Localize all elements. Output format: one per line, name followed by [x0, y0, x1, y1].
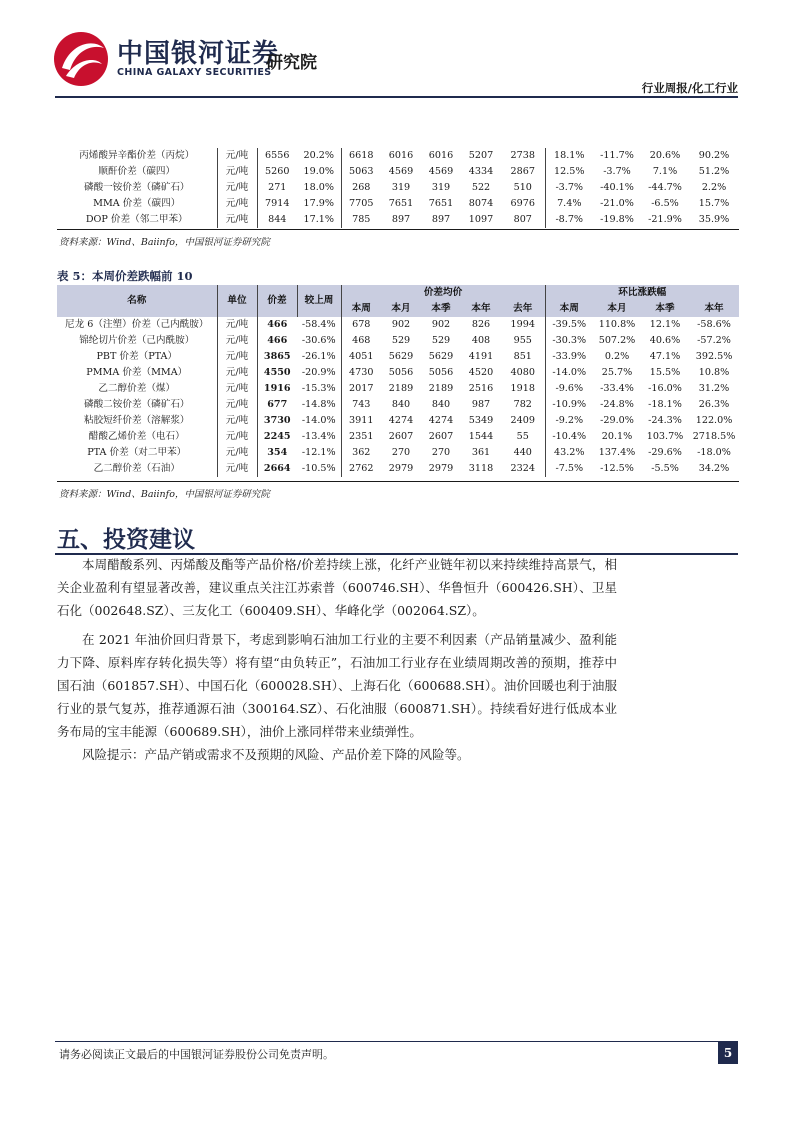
table-cell: 270	[391, 447, 411, 458]
table-row	[57, 429, 739, 445]
table-cell: 7705	[341, 196, 381, 212]
col-subheader: 本季	[641, 301, 689, 317]
table-cell: 19.0%	[303, 166, 334, 177]
table-cell: 5063	[341, 164, 381, 180]
table-cell: -24.8%	[600, 399, 634, 410]
col-subheader: 去年	[501, 301, 545, 317]
table-cell: -10.5%	[301, 463, 336, 474]
table-cell: 840	[431, 399, 451, 410]
table-cell: -6.5%	[651, 198, 679, 209]
table-cell: 7914	[257, 196, 297, 212]
table-cell: 2409	[510, 415, 535, 426]
table-cell: 2664	[257, 461, 297, 477]
table-cell: 18.0%	[303, 182, 334, 193]
table-row	[57, 180, 739, 196]
table-cell: -18.1%	[648, 399, 682, 410]
table-cell: 6016	[388, 150, 414, 161]
table-cell: -24.3%	[648, 415, 682, 426]
brand-name-cn: 中国银河证券	[117, 39, 280, 69]
table-cell: 20.1%	[601, 431, 633, 442]
table-cell: -20.9%	[301, 367, 336, 378]
table-cell: 4191	[468, 351, 494, 362]
table-cell: 678	[341, 317, 381, 333]
table-cell: 2979	[428, 463, 454, 474]
table-cell: 2017	[341, 381, 381, 397]
table-cell: 4730	[341, 365, 381, 381]
table-cell: 5207	[468, 150, 494, 161]
table-row	[57, 349, 739, 365]
table-cell: -3.7%	[603, 166, 631, 177]
table-cell: 10.8%	[698, 367, 730, 378]
col-subheader: 本年	[689, 301, 739, 317]
row-name-cell: 磷酸二铵价差（磷矿石）	[83, 399, 190, 410]
table-cell: 468	[341, 333, 381, 349]
table-cell: 15.5%	[649, 367, 681, 378]
table-cell: -30.3%	[545, 333, 593, 349]
table-cell: 677	[257, 397, 297, 413]
table-cell: -21.0%	[600, 198, 634, 209]
table-cell: -7.5%	[545, 461, 593, 477]
table-cell: 6618	[341, 148, 381, 164]
spread-rise-table-continued	[57, 148, 740, 228]
row-name-cell: PMMA 价差（MMA）	[86, 367, 188, 378]
table-cell: 4274	[388, 415, 414, 426]
table-cell: -14.0%	[545, 365, 593, 381]
table-cell: -12.5%	[600, 463, 634, 474]
table-cell: 826	[471, 319, 491, 330]
table-cell: 466	[257, 317, 297, 333]
table-cell: 8074	[468, 198, 494, 209]
table-cell: 26.3%	[698, 399, 730, 410]
table-cell: 元/吨	[217, 381, 257, 397]
table-cell: 5260	[257, 164, 297, 180]
col-subheader: 本周	[341, 301, 381, 317]
paragraph-risk: 风险提示：产品产销或需求不及预期的风险、产品价差下降的风险等。	[82, 747, 470, 762]
table-cell: 902	[391, 319, 411, 330]
table-cell: 34.2%	[698, 463, 730, 474]
table-cell: -9.2%	[545, 413, 593, 429]
row-name-cell: 尼龙 6（注塑）价差（己内酰胺）	[65, 319, 209, 330]
table-cell: 7.4%	[545, 196, 593, 212]
table-bottom-rule	[57, 229, 739, 230]
table-cell: 268	[341, 180, 381, 196]
row-name-cell: 磷酸一铵价差（磷矿石）	[83, 182, 190, 193]
table-cell: 362	[341, 445, 381, 461]
table-cell: -10.9%	[545, 397, 593, 413]
table-cell: 55	[516, 431, 529, 442]
table-cell: 840	[391, 399, 411, 410]
table-cell: 902	[431, 319, 451, 330]
table-cell: 529	[391, 335, 411, 346]
table-cell: -33.4%	[600, 383, 634, 394]
table-cell: 7651	[388, 198, 414, 209]
table-cell: 522	[471, 182, 491, 193]
table-cell: 43.2%	[545, 445, 593, 461]
table-cell: 137.4%	[598, 447, 636, 458]
table-row	[57, 317, 739, 333]
row-name-cell: 丙烯酸异辛酯价差（丙烷）	[79, 150, 195, 161]
row-name-cell: 乙二醇价差（石油）	[93, 463, 180, 474]
table-cell: 4569	[428, 166, 454, 177]
table-cell: -11.7%	[600, 150, 634, 161]
table-cell: 35.9%	[698, 214, 730, 225]
table-cell: 17.1%	[303, 214, 334, 225]
table-cell: 844	[257, 212, 297, 228]
table-cell: 6976	[510, 198, 535, 209]
table-cell: 319	[431, 182, 451, 193]
table-cell: -40.1%	[600, 182, 634, 193]
table-cell: 4550	[257, 365, 297, 381]
table-cell: -13.4%	[301, 431, 336, 442]
table-cell: -57.2%	[697, 335, 731, 346]
table-cell: -16.0%	[648, 383, 682, 394]
table-cell: 3911	[341, 413, 381, 429]
table-cell: 510	[513, 182, 532, 193]
table-cell: 3865	[257, 349, 297, 365]
table-cell: 2607	[388, 431, 414, 442]
table-cell: 440	[513, 447, 532, 458]
table-cell: 5349	[468, 415, 494, 426]
table-cell: 5056	[428, 367, 454, 378]
table-cell: 4334	[468, 166, 494, 177]
col-header-unit: 单位	[217, 285, 257, 317]
table-cell: 6556	[257, 148, 297, 164]
table-cell: -58.6%	[697, 319, 731, 330]
col-header-spread: 价差	[257, 285, 297, 317]
table-cell: -58.4%	[301, 319, 336, 330]
table-cell: -10.4%	[545, 429, 593, 445]
table-row	[57, 413, 739, 429]
table-cell: 2738	[510, 150, 535, 161]
table5-title: 表 5：本周价差跌幅前 10	[57, 269, 193, 283]
col-header-wow: 较上周	[297, 285, 341, 317]
table-row	[57, 148, 739, 164]
table-row	[57, 212, 739, 228]
table-cell: 6016	[428, 150, 454, 161]
table-cell: 5629	[388, 351, 414, 362]
table-cell: 270	[431, 447, 451, 458]
table-row	[57, 164, 739, 180]
table-cell: 408	[471, 335, 491, 346]
table-cell: 3730	[257, 413, 297, 429]
page-number: 5	[718, 1042, 738, 1064]
table-cell: 4569	[388, 166, 414, 177]
table-cell: 1994	[510, 319, 535, 330]
table-cell: 元/吨	[217, 429, 257, 445]
table-cell: 110.8%	[598, 319, 636, 330]
col-group-avg: 价差均价	[341, 285, 545, 301]
footer-disclaimer: 请务必阅读正文最后的中国银河证券股份公司免责声明。	[59, 1048, 334, 1061]
table-cell: 2867	[510, 166, 535, 177]
table-cell: 12.1%	[649, 319, 681, 330]
table-cell: 元/吨	[217, 148, 257, 164]
col-subheader: 本月	[593, 301, 641, 317]
table-cell: 47.1%	[649, 351, 681, 362]
table-cell: 7651	[428, 198, 454, 209]
table-cell: 271	[257, 180, 297, 196]
brand-name-en: CHINA GALAXY SECURITIES	[117, 67, 272, 78]
table-cell: 元/吨	[217, 180, 257, 196]
col-group-change: 环比涨跌幅	[545, 285, 739, 301]
table-cell: -29.0%	[600, 415, 634, 426]
header-divider	[55, 96, 738, 98]
table-cell: 17.9%	[303, 198, 334, 209]
table-cell: 4274	[428, 415, 454, 426]
table-cell: 319	[391, 182, 411, 193]
table-cell: -3.7%	[545, 180, 593, 196]
col-subheader: 本季	[421, 301, 461, 317]
row-name-cell: MMA 价差（碳四）	[93, 198, 181, 209]
row-name-cell: 乙二醇价差（煤）	[98, 383, 176, 394]
report-type: 行业周报/化工行业	[641, 81, 738, 95]
table-cell: 31.2%	[698, 383, 730, 394]
table-cell: 2607	[428, 431, 454, 442]
row-name-cell: 粘胶短纤价差（溶解浆）	[83, 415, 190, 426]
table5-source-note: 资料来源：Wind、Baiinfo，中国银河证券研究院	[59, 489, 270, 500]
col-subheader: 本月	[381, 301, 421, 317]
table-cell: -12.1%	[301, 447, 336, 458]
table-cell: -18.0%	[697, 447, 731, 458]
table-cell: 392.5%	[695, 351, 733, 362]
table-cell: 103.7%	[646, 431, 684, 442]
table-cell: 元/吨	[217, 365, 257, 381]
table-row	[57, 196, 739, 212]
table-cell: -44.7%	[648, 182, 682, 193]
table-cell: 354	[257, 445, 297, 461]
table-cell: 122.0%	[695, 415, 733, 426]
table-cell: 4080	[510, 367, 535, 378]
table-cell: 15.7%	[698, 198, 730, 209]
table-row	[57, 461, 739, 477]
row-name-cell: 顺酐价差（碳四）	[98, 166, 176, 177]
table-cell: 3118	[468, 463, 494, 474]
table-cell: 2979	[388, 463, 414, 474]
row-name-cell: DOP 价差（邻二甲苯）	[85, 214, 188, 225]
table-cell: 90.2%	[698, 150, 730, 161]
table-cell: 2718.5%	[692, 431, 736, 442]
table-cell: 807	[513, 214, 532, 225]
table-row	[57, 333, 739, 349]
table-cell: 987	[471, 399, 491, 410]
footer-divider	[55, 1041, 738, 1042]
table-cell: -9.6%	[545, 381, 593, 397]
row-name-cell: PBT 价差（PTA）	[96, 351, 178, 362]
table-cell: 元/吨	[217, 164, 257, 180]
table-cell: 元/吨	[217, 445, 257, 461]
table-cell: -5.5%	[651, 463, 679, 474]
section-title: 五、投资建议	[57, 527, 195, 553]
table-cell: -33.9%	[545, 349, 593, 365]
table-row	[57, 397, 739, 413]
table-cell: 897	[431, 214, 451, 225]
table-cell: 897	[391, 214, 411, 225]
table-cell: 18.1%	[545, 148, 593, 164]
table-cell: 955	[513, 335, 532, 346]
row-name-cell: 醋酸乙烯价差（电石）	[88, 431, 185, 442]
table-cell: -14.8%	[301, 399, 336, 410]
table-cell: 元/吨	[217, 212, 257, 228]
paragraph-2: 在 2021 年油价回归背景下，考虑到影响石油加工行业的主要不利因素（产品销量减少、盈利能力下降、原料库存转化损失等）将有望“由负转正”，石油加工行业存在业绩周期改善的预期，推荐中国石油（601857.SH）、中国石化（600028.SH）、上海石化（600688.SH）。油价回暖也利于油服行业的景气复苏，推荐通源石油（300164.SZ）、石化油服（600871.SH）。持续看好进行低成本业务布局的宝丰能源（600689.SH），油价上涨同样带来业绩弹性。	[57, 632, 617, 739]
institute-label: 研究院	[266, 53, 317, 73]
col-header-name: 名称	[57, 285, 217, 317]
table-cell: 元/吨	[217, 349, 257, 365]
table-cell: 2324	[510, 463, 535, 474]
table-cell: 元/吨	[217, 397, 257, 413]
col-subheader: 本周	[545, 301, 593, 317]
row-name-cell: PTA 价差（对二甲苯）	[87, 447, 187, 458]
table-cell: 1916	[257, 381, 297, 397]
table-cell: 0.2%	[604, 351, 630, 362]
table-cell: 2245	[257, 429, 297, 445]
table-cell: -39.5%	[545, 317, 593, 333]
table-cell: 7.1%	[652, 166, 678, 177]
col-subheader: 本年	[461, 301, 501, 317]
table-cell: -26.1%	[301, 351, 336, 362]
table-cell: 20.2%	[303, 150, 334, 161]
table-cell: 40.6%	[649, 335, 681, 346]
table-cell: -30.6%	[301, 335, 336, 346]
table-cell: -21.9%	[648, 214, 682, 225]
table-cell: 1918	[510, 383, 535, 394]
table-cell: 743	[341, 397, 381, 413]
table-cell: 782	[513, 399, 532, 410]
table-cell: 2.2%	[701, 182, 727, 193]
table-cell: 元/吨	[217, 413, 257, 429]
table-cell: 1544	[468, 431, 494, 442]
row-name-cell: 锦纶切片价差（己内酰胺）	[79, 335, 195, 346]
table-cell: 2762	[341, 461, 381, 477]
table-cell: -19.8%	[600, 214, 634, 225]
table-cell: 785	[341, 212, 381, 228]
table-cell: 元/吨	[217, 196, 257, 212]
table-row	[57, 381, 739, 397]
table-cell: 529	[431, 335, 451, 346]
table-cell: -8.7%	[545, 212, 593, 228]
table-cell: 2516	[468, 383, 494, 394]
table-cell: 20.6%	[649, 150, 681, 161]
table-cell: 2189	[388, 383, 414, 394]
table-cell: 51.2%	[698, 166, 730, 177]
galaxy-logo-icon	[52, 30, 110, 88]
table-cell: 466	[257, 333, 297, 349]
table-cell: 1097	[468, 214, 494, 225]
table-cell: 2189	[428, 383, 454, 394]
table-cell: -14.0%	[301, 415, 336, 426]
paragraph-1: 本周醋酸系列、丙烯酸及酯等产品价格/价差持续上涨，化纤产业链年初以来持续维持高景气，相关企业盈利有望显著改善，建议重点关注江苏索普（600746.SH）、华鲁恒升（600426.SH）、卫星石化（002648.SZ）、三友化工（600409.SH）、华峰化学（002064.SZ）。	[57, 557, 617, 618]
table-cell: 元/吨	[217, 317, 257, 333]
table-source-note: 资料来源：Wind、Baiinfo，中国银河证券研究院	[59, 237, 270, 248]
table-cell: 5056	[388, 367, 414, 378]
table-cell: 507.2%	[598, 335, 636, 346]
table-cell: 元/吨	[217, 333, 257, 349]
table-cell: 元/吨	[217, 461, 257, 477]
table-cell: 4051	[341, 349, 381, 365]
table5-bottom-rule	[57, 481, 739, 482]
table-cell: -29.6%	[648, 447, 682, 458]
table-cell: 851	[513, 351, 532, 362]
table-cell: 2351	[341, 429, 381, 445]
table-cell: 25.7%	[601, 367, 633, 378]
table-cell: 12.5%	[545, 164, 593, 180]
table-row	[57, 365, 739, 381]
table-cell: 4520	[468, 367, 494, 378]
table-cell: -15.3%	[301, 383, 336, 394]
table-row	[57, 445, 739, 461]
spread-decline-table	[57, 285, 739, 477]
table-cell: 5629	[428, 351, 454, 362]
table-cell: 361	[471, 447, 491, 458]
